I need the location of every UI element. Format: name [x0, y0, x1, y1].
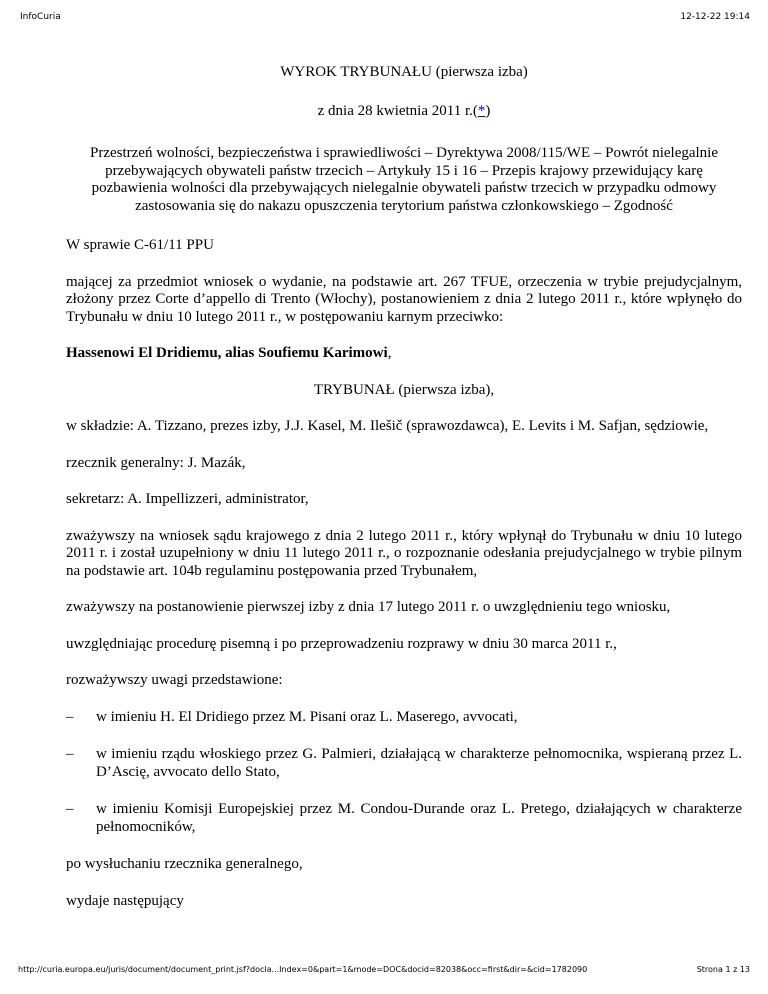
observation-item: [66, 709, 742, 727]
observation-text: w imieniu H. El Dridiego przez M. Pisani oraz L. Maserego, avvocati,: [96, 708, 518, 725]
footnote-link[interactable]: *: [477, 102, 486, 119]
composition-paragraph: w składzie: A. Tizzano, prezes izby, J.J. Kasel, M. Ilešič (sprawozdawca), E. Levits i M. Safjan, sędziowie,: [66, 418, 709, 434]
date-close: ): [485, 102, 491, 119]
header-site-name: InfoCuria: [20, 12, 61, 22]
hearing-paragraph: po wysłuchaniu rzecznika generalnego,: [66, 856, 303, 872]
considering-order: zważywszy na postanowienie pierwszej izby z dnia 17 lutego 2011 r. o uwzględnieniu tego wniosku,: [66, 599, 671, 615]
header-timestamp: 12-12-22 19:14: [680, 12, 750, 22]
date-text: z dnia 28 kwietnia 2011 r.(: [317, 102, 478, 119]
judgment-summary: Przestrzeń wolności, bezpieczeństwa i sprawiedliwości – Dyrektywa 2008/115/WE – Powrót nielegalnie przebywających obywateli państw trzecich – Artykuły 15 i 16 – Przepis krajowy przewidujący karę pozbawienia wolności dla przebywających nielegalnie obywateli państw trzecich w przypadku odmowy zastosowania się do nakazu opuszczenia terytorium państwa członkowskiego – Zgodność: [89, 145, 718, 214]
registrar: sekretarz: A. Impellizzeri, administrator,: [66, 491, 309, 507]
observation-item: [66, 746, 742, 781]
observation-text: w imieniu Komisji Europejskiej przez M. Condou-Durande oraz L. Pretego, działających w charakterze pełnomocników,: [96, 801, 742, 835]
footer-url: http://curia.europa.eu/juris/document/document_print.jsf?docla...Index=0&part=1&mode=DOC&docid=82038&occ=first&dir=&cid=1782090: [18, 965, 588, 974]
list-dash: –: [66, 708, 74, 725]
observation-item: [66, 801, 742, 836]
observations-intro: rozważywszy uwagi przedstawione:: [66, 672, 283, 688]
judgment-title: WYROK TRYBUNAŁU (pierwsza izba): [280, 64, 528, 80]
procedure-paragraph: uwzględniając procedurę pisemną i po przeprowadzeniu rozprawy w dniu 30 marca 2011 r.,: [66, 635, 617, 652]
delivers-line: wydaje następujący: [66, 892, 184, 909]
case-number: W sprawie C‑61/11 PPU: [66, 237, 214, 253]
party-comma: ,: [387, 345, 392, 361]
party-name-line: [66, 345, 742, 363]
list-dash: –: [66, 746, 74, 762]
judgment-date: [66, 103, 742, 121]
footer-page-number: Strona 1 z 13: [696, 965, 750, 974]
party-name: Hassenowi El Dridiemu, alias Soufiemu Karimowi: [66, 345, 388, 361]
court-heading: TRYBUNAŁ (pierwsza izba),: [313, 381, 495, 398]
list-dash: –: [66, 801, 74, 817]
observation-text: w imieniu rządu włoskiego przez G. Palmieri, działającą w charakterze pełnomocnika, wspieraną przez L. D’Ascię, avvocato dello Stato,: [96, 746, 742, 780]
advocate-general: rzecznik generalny: J. Mazák,: [66, 454, 246, 471]
considering-request: zważywszy na wniosek sądu krajowego z dnia 2 lutego 2011 r., który wpłynął do Trybunału w dniu 10 lutego 2011 r. i został uzupełniony w dniu 11 lutego 2011 r., o rozpoznanie odesłania prejudycjalnego w trybie pilnym na podstawie art. 104b regulaminu postępowania przed Trybunałem,: [66, 527, 742, 579]
document-body: [66, 64, 742, 910]
intro-paragraph: mającej za przedmiot wniosek o wydanie, na podstawie art. 267 TFUE, orzeczenia w trybie prejudycjalnym, złożony przez Corte d’appello di Trento (Włochy), postanowieniem z dnia 2 lutego 2011 r., które wpłynęło do Trybunału w dniu 10 lutego 2011 r., w postępowaniu karnym przeciwko:: [66, 273, 742, 325]
